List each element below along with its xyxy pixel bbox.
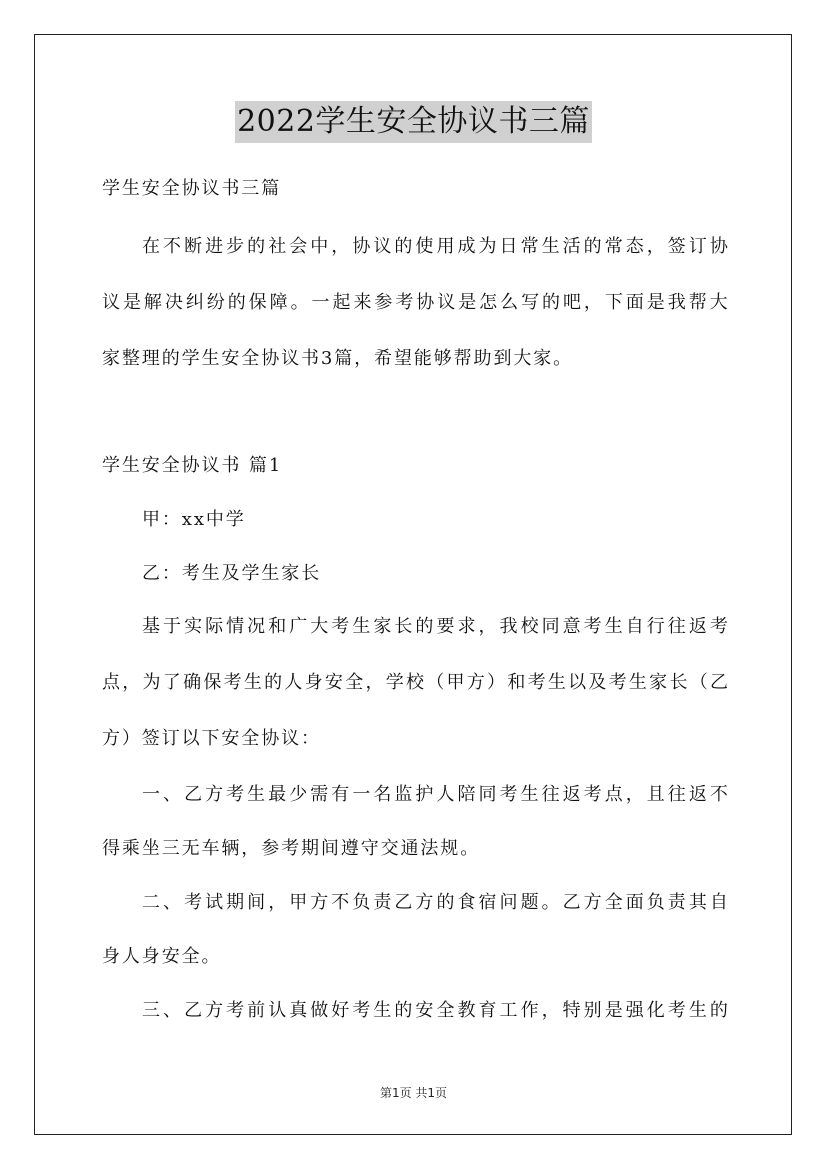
glyph: 社 bbox=[268, 236, 287, 257]
glyph: ， bbox=[331, 236, 350, 257]
glyph: 和 bbox=[507, 672, 526, 693]
section-heading: 学生安全协议书 篇1 bbox=[102, 455, 283, 476]
glyph: （ bbox=[689, 672, 708, 693]
glyph: 长 bbox=[394, 616, 413, 637]
glyph: ， bbox=[583, 292, 602, 313]
glyph: 、 bbox=[163, 784, 182, 805]
glyph: 况 bbox=[247, 616, 266, 637]
glyph: 自 bbox=[625, 616, 644, 637]
glyph: 的 bbox=[394, 1000, 413, 1021]
glyph: 方 bbox=[205, 784, 224, 805]
glyph: 的 bbox=[542, 292, 561, 313]
glyph: 签 bbox=[667, 236, 686, 257]
glyph: 保 bbox=[203, 672, 222, 693]
glyph: 的 bbox=[394, 236, 413, 257]
glyph: 往 bbox=[667, 616, 686, 637]
glyph: 名 bbox=[373, 784, 392, 805]
glyph: 议 bbox=[437, 292, 456, 313]
glyph: 家 bbox=[649, 672, 668, 693]
glyph: 协 bbox=[709, 236, 728, 257]
glyph: 生 bbox=[547, 672, 566, 693]
glyph: 协 bbox=[416, 292, 435, 313]
glyph: 成 bbox=[457, 236, 476, 257]
glyph: 好 bbox=[331, 1000, 350, 1021]
glyph: 怎 bbox=[479, 292, 498, 313]
paragraph-line: 家整理的学生安全协议书3篇，希望能够帮助到大家。 bbox=[102, 348, 574, 369]
glyph: 了 bbox=[162, 672, 181, 693]
glyph: 长 bbox=[669, 672, 688, 693]
glyph: ， bbox=[365, 672, 384, 693]
glyph: 广 bbox=[289, 616, 308, 637]
glyph: 考 bbox=[223, 672, 242, 693]
glyph: ， bbox=[478, 616, 497, 637]
paragraph-line bbox=[102, 289, 728, 317]
glyph: 安 bbox=[415, 1000, 434, 1021]
glyph: 乙 bbox=[394, 892, 413, 913]
glyph: 考 bbox=[331, 616, 350, 637]
glyph: 断 bbox=[184, 236, 203, 257]
glyph: 、 bbox=[163, 1000, 182, 1021]
glyph: 人 bbox=[436, 784, 455, 805]
glyph: 生 bbox=[541, 236, 560, 257]
glyph: 的 bbox=[264, 672, 283, 693]
clause-line bbox=[142, 781, 728, 809]
glyph: 参 bbox=[374, 292, 393, 313]
glyph: 面 bbox=[625, 892, 644, 913]
glyph: 考 bbox=[527, 672, 546, 693]
glyph: 解 bbox=[143, 292, 162, 313]
glyph: 生 bbox=[688, 1000, 707, 1021]
glyph: 常 bbox=[520, 236, 539, 257]
glyph: 。 bbox=[541, 892, 560, 913]
glyph: ， bbox=[646, 236, 665, 257]
glyph: 负 bbox=[352, 892, 371, 913]
glyph: ， bbox=[541, 1000, 560, 1021]
glyph: 订 bbox=[688, 236, 707, 257]
glyph: 别 bbox=[583, 1000, 602, 1021]
glyph: 日 bbox=[499, 236, 518, 257]
glyph: 考 bbox=[395, 292, 414, 313]
glyph: 考 bbox=[184, 892, 203, 913]
glyph: 面 bbox=[625, 292, 644, 313]
glyph: 常 bbox=[604, 236, 623, 257]
page-footer: 第1页 共1页 bbox=[379, 1086, 448, 1100]
glyph: 下 bbox=[604, 292, 623, 313]
glyph: 甲 bbox=[289, 892, 308, 913]
glyph: 乙 bbox=[562, 892, 581, 913]
glyph: 点 bbox=[604, 784, 623, 805]
glyph: 乙 bbox=[709, 672, 728, 693]
glyph: 考 bbox=[226, 1000, 245, 1021]
glyph: 返 bbox=[688, 616, 707, 637]
glyph: 全 bbox=[345, 672, 364, 693]
glyph: 学 bbox=[385, 672, 404, 693]
glyph: 的 bbox=[583, 236, 602, 257]
clause-line bbox=[142, 997, 728, 1025]
glyph: 护 bbox=[415, 784, 434, 805]
glyph: 么 bbox=[500, 292, 519, 313]
glyph: 的 bbox=[415, 616, 434, 637]
glyph: 为 bbox=[478, 236, 497, 257]
glyph: 家 bbox=[373, 616, 392, 637]
glyph: 一 bbox=[142, 784, 160, 805]
glyph: 同 bbox=[478, 784, 497, 805]
glyph: 方 bbox=[583, 892, 602, 913]
glyph: 考 bbox=[499, 784, 518, 805]
document-title: 2022学生安全协议书三篇 bbox=[0, 101, 827, 143]
glyph: 做 bbox=[310, 1000, 329, 1021]
glyph: 起 bbox=[332, 292, 351, 313]
glyph: 是 bbox=[122, 292, 141, 313]
glyph: 纷 bbox=[206, 292, 225, 313]
clause-line: 得乘坐三无车辆，参考期间遵守交通法规。 bbox=[102, 838, 481, 859]
glyph: 全 bbox=[604, 892, 623, 913]
glyph: 需 bbox=[310, 784, 329, 805]
glyph: 考 bbox=[583, 616, 602, 637]
glyph: 际 bbox=[205, 616, 224, 637]
glyph: 考 bbox=[352, 1000, 371, 1021]
glyph: 身 bbox=[304, 672, 323, 693]
glyph: 考 bbox=[226, 784, 245, 805]
glyph: 以 bbox=[568, 672, 587, 693]
section-heading: 学生安全协议书三篇 bbox=[102, 178, 282, 199]
glyph: ， bbox=[122, 672, 141, 693]
glyph: 生 bbox=[628, 672, 647, 693]
glyph: 安 bbox=[324, 672, 343, 693]
glyph: 考 bbox=[709, 616, 728, 637]
glyph: 方 bbox=[310, 892, 329, 913]
glyph: 有 bbox=[331, 784, 350, 805]
glyph: 间 bbox=[247, 892, 266, 913]
glyph: 往 bbox=[667, 784, 686, 805]
glyph: 其 bbox=[688, 892, 707, 913]
glyph: 陪 bbox=[457, 784, 476, 805]
glyph: 少 bbox=[289, 784, 308, 805]
glyph: 强 bbox=[625, 1000, 644, 1021]
glyph: 甲 bbox=[446, 672, 465, 693]
glyph: 生 bbox=[373, 1000, 392, 1021]
glyph: 议 bbox=[102, 292, 120, 313]
glyph: 确 bbox=[183, 672, 202, 693]
glyph: 三 bbox=[142, 1000, 160, 1021]
glyph: 和 bbox=[268, 616, 287, 637]
glyph: 自 bbox=[709, 892, 728, 913]
party-a-line: 甲：xx中学 bbox=[142, 509, 246, 530]
glyph: 生 bbox=[352, 616, 371, 637]
glyph: 真 bbox=[289, 1000, 308, 1021]
glyph: 为 bbox=[142, 672, 161, 693]
glyph: 帮 bbox=[688, 292, 707, 313]
glyph: 化 bbox=[646, 1000, 665, 1021]
glyph: 考 bbox=[608, 672, 627, 693]
glyph: 纠 bbox=[185, 292, 204, 313]
glyph: 的 bbox=[227, 292, 246, 313]
glyph: 往 bbox=[541, 784, 560, 805]
paragraph-line bbox=[142, 613, 728, 641]
glyph: 求 bbox=[457, 616, 476, 637]
glyph: 全 bbox=[436, 1000, 455, 1021]
glyph: 议 bbox=[373, 236, 392, 257]
glyph: 点 bbox=[102, 672, 120, 693]
glyph: 前 bbox=[247, 1000, 266, 1021]
glyph: 二 bbox=[142, 892, 160, 913]
glyph: ， bbox=[268, 892, 287, 913]
glyph: 期 bbox=[226, 892, 245, 913]
glyph: 题 bbox=[520, 892, 539, 913]
glyph: 在 bbox=[142, 236, 160, 257]
glyph: 的 bbox=[709, 1000, 728, 1021]
glyph: 步 bbox=[226, 236, 245, 257]
clause-line bbox=[142, 889, 728, 917]
glyph: 不 bbox=[163, 236, 182, 257]
glyph: 及 bbox=[588, 672, 607, 693]
glyph: 使 bbox=[415, 236, 434, 257]
glyph: 协 bbox=[352, 236, 371, 257]
glyph: 同 bbox=[541, 616, 560, 637]
glyph: 且 bbox=[646, 784, 665, 805]
glyph: 、 bbox=[163, 892, 182, 913]
glyph: 实 bbox=[184, 616, 203, 637]
glyph: 生 bbox=[520, 784, 539, 805]
glyph: 生 bbox=[247, 784, 266, 805]
glyph: 责 bbox=[667, 892, 686, 913]
party-b-line: 乙：考生及学生家长 bbox=[142, 563, 322, 584]
glyph: 行 bbox=[646, 616, 665, 637]
glyph: 。 bbox=[290, 292, 309, 313]
glyph: 认 bbox=[268, 1000, 287, 1021]
glyph: 是 bbox=[646, 292, 665, 313]
glyph: 障 bbox=[269, 292, 288, 313]
glyph: 最 bbox=[268, 784, 287, 805]
glyph: 校 bbox=[405, 672, 424, 693]
glyph: 特 bbox=[562, 1000, 581, 1021]
glyph: 不 bbox=[709, 784, 728, 805]
glyph: 乙 bbox=[184, 784, 203, 805]
glyph: 方 bbox=[466, 672, 485, 693]
glyph: 返 bbox=[688, 784, 707, 805]
glyph: 生 bbox=[243, 672, 262, 693]
glyph: 写 bbox=[521, 292, 540, 313]
clause-line: 身人身安全。 bbox=[102, 946, 222, 967]
paragraph-line bbox=[102, 669, 728, 697]
glyph: 育 bbox=[478, 1000, 497, 1021]
glyph: 负 bbox=[646, 892, 665, 913]
glyph: 会 bbox=[289, 236, 308, 257]
glyph: 我 bbox=[667, 292, 686, 313]
glyph: 大 bbox=[709, 292, 728, 313]
paragraph-line: 方）签订以下安全协议： bbox=[102, 728, 321, 749]
glyph: 校 bbox=[520, 616, 539, 637]
glyph: 决 bbox=[164, 292, 183, 313]
glyph: 生 bbox=[604, 616, 623, 637]
glyph: 食 bbox=[457, 892, 476, 913]
glyph: 的 bbox=[247, 236, 266, 257]
glyph: 方 bbox=[415, 892, 434, 913]
glyph: 来 bbox=[353, 292, 372, 313]
glyph: ， bbox=[625, 784, 644, 805]
glyph: 于 bbox=[163, 616, 182, 637]
glyph: 一 bbox=[311, 292, 330, 313]
glyph: 方 bbox=[205, 1000, 224, 1021]
glyph: 大 bbox=[310, 616, 329, 637]
glyph: 吧 bbox=[562, 292, 581, 313]
glyph: 教 bbox=[457, 1000, 476, 1021]
glyph: 态 bbox=[625, 236, 644, 257]
glyph: 活 bbox=[562, 236, 581, 257]
glyph: 基 bbox=[142, 616, 160, 637]
glyph: 是 bbox=[458, 292, 477, 313]
glyph: 宿 bbox=[478, 892, 497, 913]
glyph: 作 bbox=[520, 1000, 539, 1021]
glyph: 问 bbox=[499, 892, 518, 913]
glyph: 工 bbox=[499, 1000, 518, 1021]
glyph: 的 bbox=[436, 892, 455, 913]
glyph: 乙 bbox=[184, 1000, 203, 1021]
glyph: 中 bbox=[310, 236, 329, 257]
glyph: 用 bbox=[436, 236, 455, 257]
glyph: 一 bbox=[352, 784, 371, 805]
glyph: 意 bbox=[562, 616, 581, 637]
paragraph-line bbox=[142, 233, 728, 261]
glyph: 返 bbox=[562, 784, 581, 805]
glyph: ） bbox=[487, 672, 506, 693]
glyph: 保 bbox=[248, 292, 267, 313]
glyph: 是 bbox=[604, 1000, 623, 1021]
glyph: 试 bbox=[205, 892, 224, 913]
glyph: （ bbox=[426, 672, 445, 693]
glyph: 人 bbox=[284, 672, 303, 693]
glyph: 考 bbox=[667, 1000, 686, 1021]
glyph: 情 bbox=[226, 616, 245, 637]
glyph: 进 bbox=[205, 236, 224, 257]
glyph: 监 bbox=[394, 784, 413, 805]
glyph: 考 bbox=[583, 784, 602, 805]
glyph: 不 bbox=[331, 892, 350, 913]
glyph: 我 bbox=[499, 616, 518, 637]
glyph: 要 bbox=[436, 616, 455, 637]
glyph: 责 bbox=[373, 892, 392, 913]
